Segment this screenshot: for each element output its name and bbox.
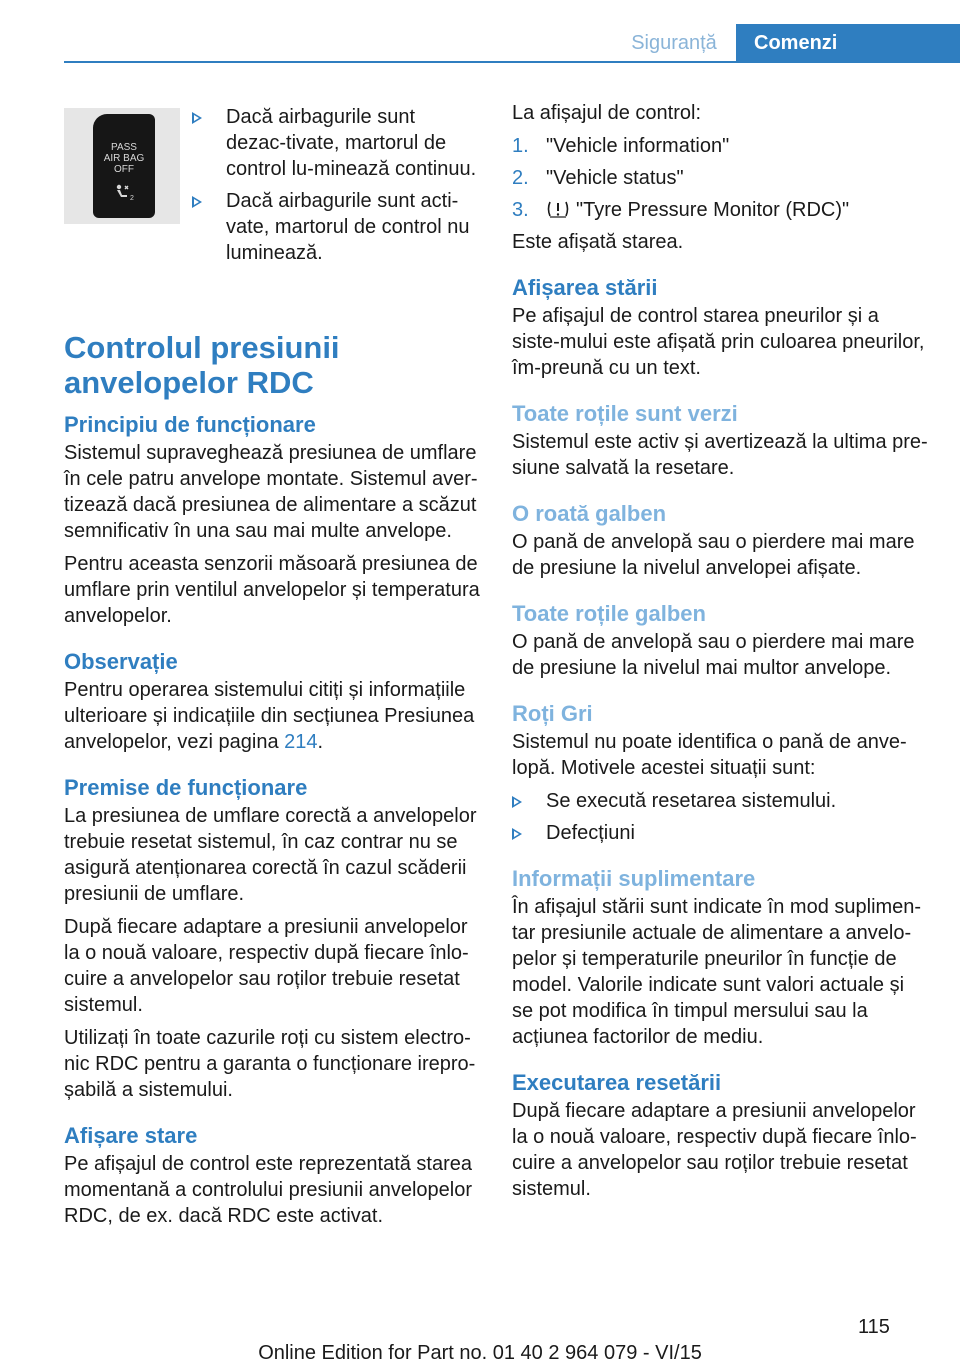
list-item: 3. "Tyre Pressure Monitor (RDC)": [512, 199, 850, 221]
seat-airbag-icon: [111, 183, 137, 201]
grey-reasons-list: [512, 788, 928, 846]
display-paragraph: Pe afișajul de control starea pneurilor și a siste-mului este afișată prin culoarea pneurilor, îm-preună cu un text.: [512, 305, 925, 379]
header-section-tab: Siguranță: [631, 31, 717, 54]
section-title-principle: Principiu de funcționare: [64, 412, 316, 437]
grey-paragraph: Sistemul nu poate identifica o pană de anve-lopă. Motivele acestei situații sunt:: [512, 731, 907, 779]
prereq-paragraph-1: La presiunea de umflare corectă a anvelopelor trebuie resetat sistemul, în caz contrar nu se asigură atenționarea corectă în cazul scăderii presiunii de umflare.: [64, 805, 477, 905]
prereq-paragraph-2: După fiecare adaptare a presiunii anvelopelor la o nouă valoare, respectiv după fiecare înlo-cuire a anvelopelor sau roților trebuie resetat sistemul.: [64, 916, 469, 1016]
footer-edition: Online Edition for Part no. 01 40 2 964 079 - VI/15: [258, 1342, 702, 1364]
chapter-title: Controlul presiunii anvelopelor RDC: [64, 330, 340, 400]
subsection-title-all-yellow: Toate roțile galben: [512, 601, 706, 626]
reset-paragraph: După fiecare adaptare a presiunii anvelopelor la o nouă valoare, respectiv după fiecare înlo-cuire a anvelopelor sau roților trebuie resetat sistemul.: [512, 1100, 917, 1200]
list-item: 2. "Vehicle status": [512, 167, 684, 189]
triangle-bullet-icon: [192, 196, 202, 208]
airbag-label-pass: PASS: [111, 142, 137, 153]
steps-list: [512, 133, 928, 223]
airbag-indicator-block: [64, 100, 480, 278]
page-reference-link[interactable]: 214: [284, 731, 318, 753]
triangle-bullet-icon: [192, 112, 202, 124]
section-title-status: Afișarea stării: [512, 275, 658, 300]
prereq-paragraph-3: Utilizați în toate cazurile roți cu sistem electro-nic RDC pentru a garanta o funcționare irepro-șabilă a sistemului.: [64, 1027, 476, 1101]
list-item: Defecțiuni: [512, 820, 928, 846]
triangle-bullet-icon: [512, 796, 522, 808]
section-title-status-display: Afișare stare: [64, 1123, 198, 1148]
airbag-label-airbag: AIR BAG: [103, 153, 145, 164]
steps-result: Este afișată starea.: [512, 231, 684, 253]
section-title-note: Observație: [64, 649, 178, 674]
header-active-tab: Comenzi: [736, 24, 960, 62]
status-paragraph: Pe afișajul de control este reprezentată starea momentană a controlului presiunii anvelopelor RDC, de ex. dacă RDC este activat.: [64, 1153, 473, 1227]
list-item: Se execută resetarea sistemului.: [512, 788, 928, 814]
tyre-pressure-warning-icon: [546, 200, 570, 218]
principle-paragraph-2: Pentru aceasta senzorii măsoară presiunea de umflare prin ventilul anvelopelor și temperatura anvelopelor.: [64, 553, 480, 627]
airbag-label-off: OFF: [114, 164, 134, 175]
principle-paragraph-1: Sistemul supraveghează presiunea de umflare în cele patru anvelope montate. Sistemul aver-tizează dacă presiunea de alimentare a scăzut semnificativ în una sau mai multe anvelope.: [64, 442, 478, 542]
all-green-paragraph: Sistemul este activ și avertizează la ultima pre-siune salvată la resetare.: [512, 431, 928, 479]
subsection-title-all-green: Toate roțile sunt verzi: [512, 401, 738, 426]
subsection-title-one-yellow: O roată galben: [512, 501, 667, 526]
svg-text:2: 2: [130, 195, 134, 201]
all-yellow-paragraph: O pană de anvelopă sau o pierdere mai mare de presiune la nivelul mai multor anvelope.: [512, 631, 915, 679]
left-column: [64, 100, 480, 1236]
additional-info-paragraph: În afișajul stării sunt indicate în mod suplimen-tar presiunile actuale de alimentare a anvelo-pelor și temperaturile pneurilor în funcție de model. Valorile indicate sunt valori actuale și se pot modifica în timpul mersului sau la acțiunea factorilor de mediu.: [512, 896, 922, 1048]
list-item: Dacă airbagurile sunt dezac-tivate, martorul de control lu-minează continuu.: [192, 104, 480, 182]
subsection-title-grey: Roți Gri: [512, 701, 593, 726]
airbag-off-button: [93, 114, 155, 218]
triangle-bullet-icon: [512, 828, 522, 840]
section-title-reset: Executarea resetării: [512, 1070, 722, 1095]
page-number: 115: [858, 1316, 890, 1338]
list-item: 1. "Vehicle information": [512, 135, 730, 157]
airbag-off-button-image: [64, 108, 180, 224]
header-rule: [64, 61, 960, 63]
one-yellow-paragraph: O pană de anvelopă sau o pierdere mai mare de presiune la nivelul anvelopei afișate.: [512, 531, 915, 579]
subsection-title-additional-info: Informații suplimentare: [512, 866, 756, 891]
airbag-status-list: [192, 104, 480, 272]
right-column: [512, 100, 928, 1209]
steps-intro: La afișajul de control:: [512, 102, 702, 124]
section-title-prerequisites: Premise de funcționare: [64, 775, 308, 800]
note-paragraph: Pentru operarea sistemului citiți și informațiile ulterioare și indicațiile din secțiunea Presiunea anvelopelor, vezi pagina 214.: [64, 679, 475, 753]
list-item: Dacă airbagurile sunt acti-vate, martorul de control nu luminează.: [192, 188, 480, 266]
